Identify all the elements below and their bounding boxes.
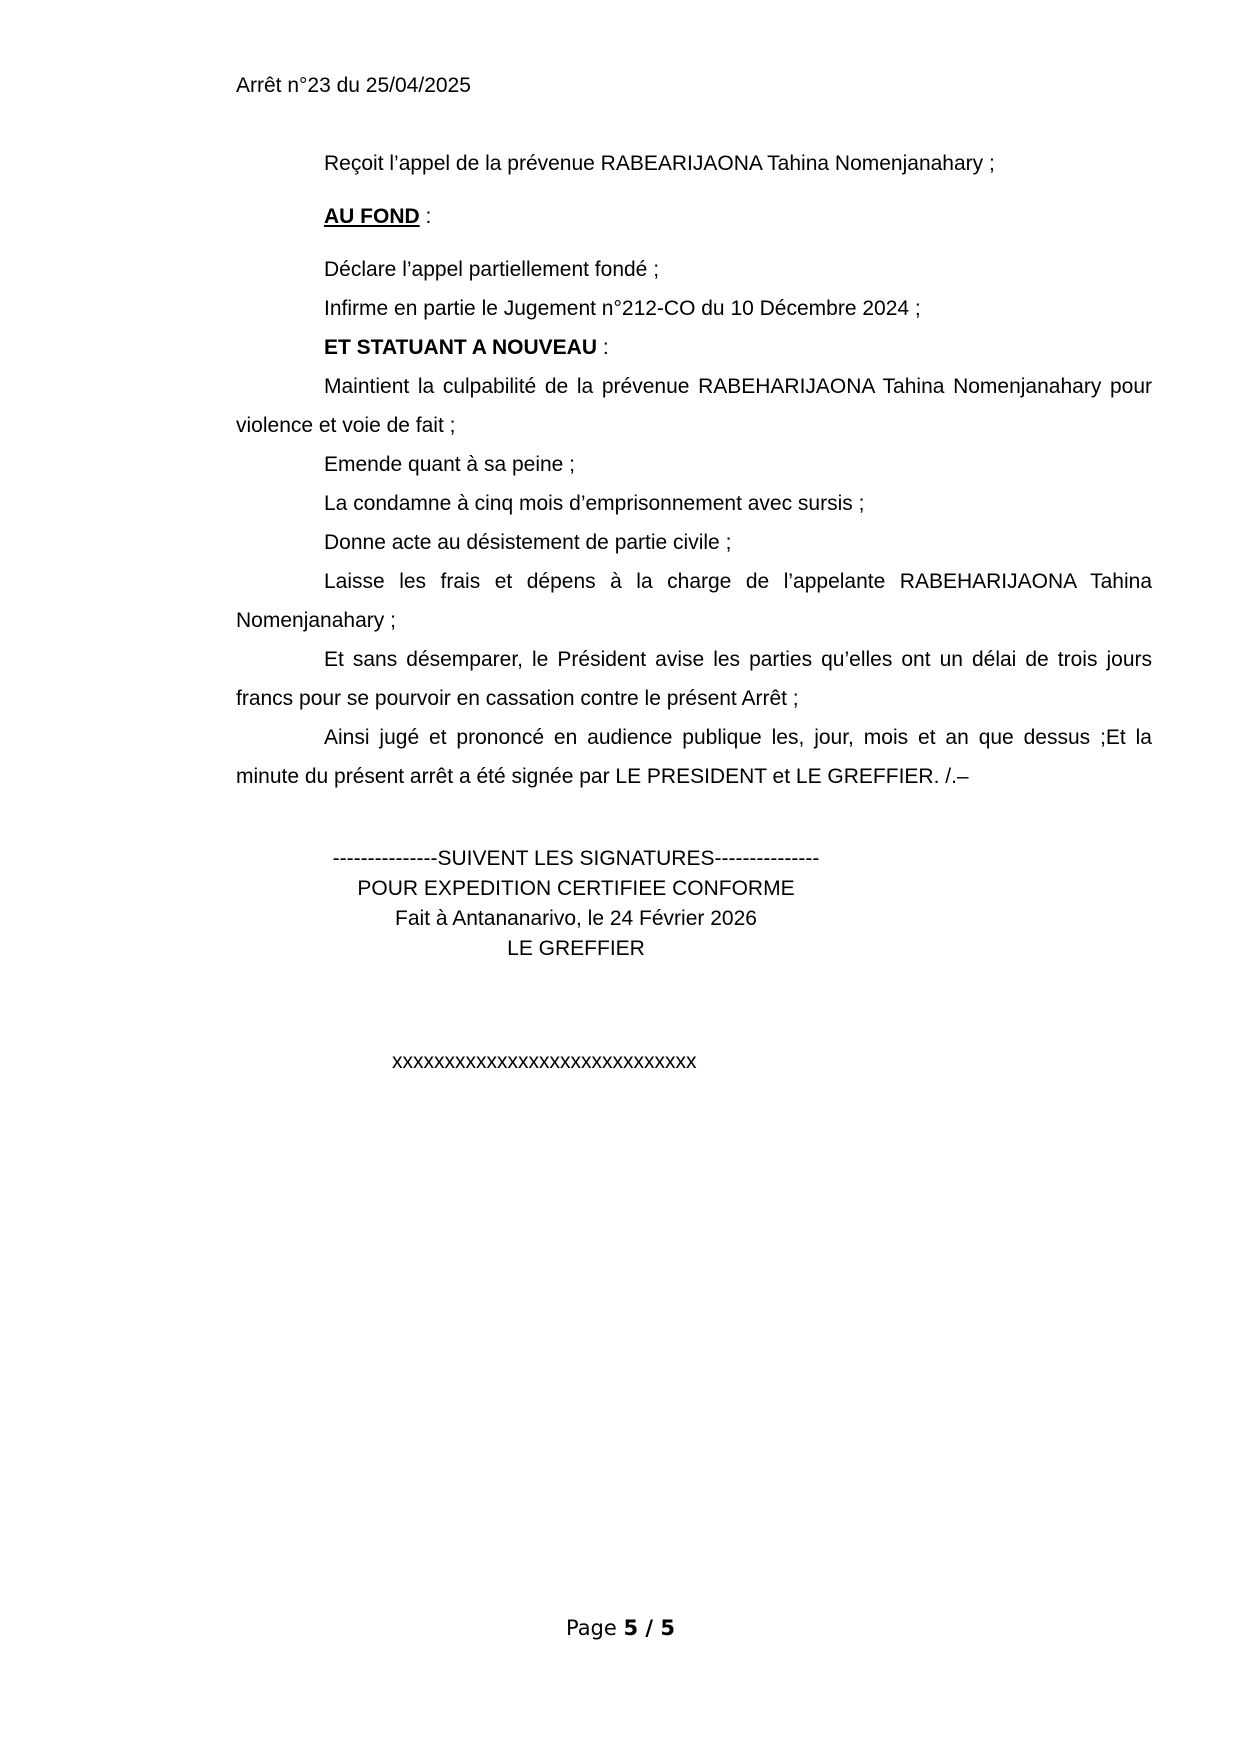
clerk-title: LE GREFFIER	[507, 937, 645, 960]
decision-reference: Arrêt n°23 du 25/04/2025	[236, 74, 471, 97]
cassation-notice-paragraph: Et sans désemparer, le Président avise les parties qu’elles ont un délai de trois jours francs pour se pourvoir en cassation contre le présent Arrêt ;	[236, 648, 1152, 710]
statuant-colon: :	[597, 336, 609, 359]
page-label: Page	[565, 1616, 624, 1640]
au-fond-heading	[236, 197, 1152, 236]
ruling-body	[236, 144, 1152, 796]
statuant-heading	[236, 328, 1152, 367]
signature-block	[236, 844, 916, 964]
sentence-amended-paragraph: Emende quant à sa peine ;	[324, 453, 576, 476]
signatures-follow-line: ---------------SUIVENT LES SIGNATURES---------------	[332, 847, 820, 870]
sentence-paragraph: La condamne à cinq mois d’emprisonnement avec sursis ;	[324, 492, 865, 515]
civil-party-withdrawal-paragraph: Donne acte au désistement de partie civile ;	[324, 531, 732, 554]
page-current: 5	[623, 1616, 639, 1640]
page-footer	[0, 1616, 1241, 1640]
pronouncement-paragraph: Ainsi jugé et prononcé en audience publique les, jour, mois et an que dessus ;Et la minute du présent arrêt a été signée par LE PRESIDENT et LE GREFFIER. /.–	[236, 726, 1152, 788]
judgment-reversed-paragraph: Infirme en partie le Jugement n°212-CO du 10 Décembre 2024 ;	[324, 297, 921, 320]
appeal-received-paragraph: Reçoit l’appel de la prévenue RABEARIJAONA Tahina Nomenjanahary ;	[324, 152, 995, 175]
page-total: 5	[660, 1616, 676, 1640]
closing-mark: xxxxxxxxxxxxxxxxxxxxxxxxxxxxx	[392, 1050, 697, 1073]
guilt-maintained-paragraph: Maintient la culpabilité de la prévenue RABEHARIJAONA Tahina Nomenjanahary pour violence et voie de fait ;	[236, 375, 1152, 437]
statuant-label: ET STATUANT A NOUVEAU	[324, 336, 597, 359]
place-date-line: Fait à Antananarivo, le 24 Février 2026	[395, 907, 757, 930]
page-separator: /	[638, 1616, 661, 1640]
au-fond-colon: :	[419, 205, 432, 228]
certified-copy-line: POUR EXPEDITION CERTIFIEE CONFORME	[357, 877, 795, 900]
costs-paragraph: Laisse les frais et dépens à la charge de l’appelante RABEHARIJAONA Tahina Nomenjanahary ;	[236, 570, 1152, 632]
appeal-founded-paragraph: Déclare l’appel partiellement fondé ;	[324, 258, 660, 281]
au-fond-label: AU FOND	[324, 205, 420, 228]
